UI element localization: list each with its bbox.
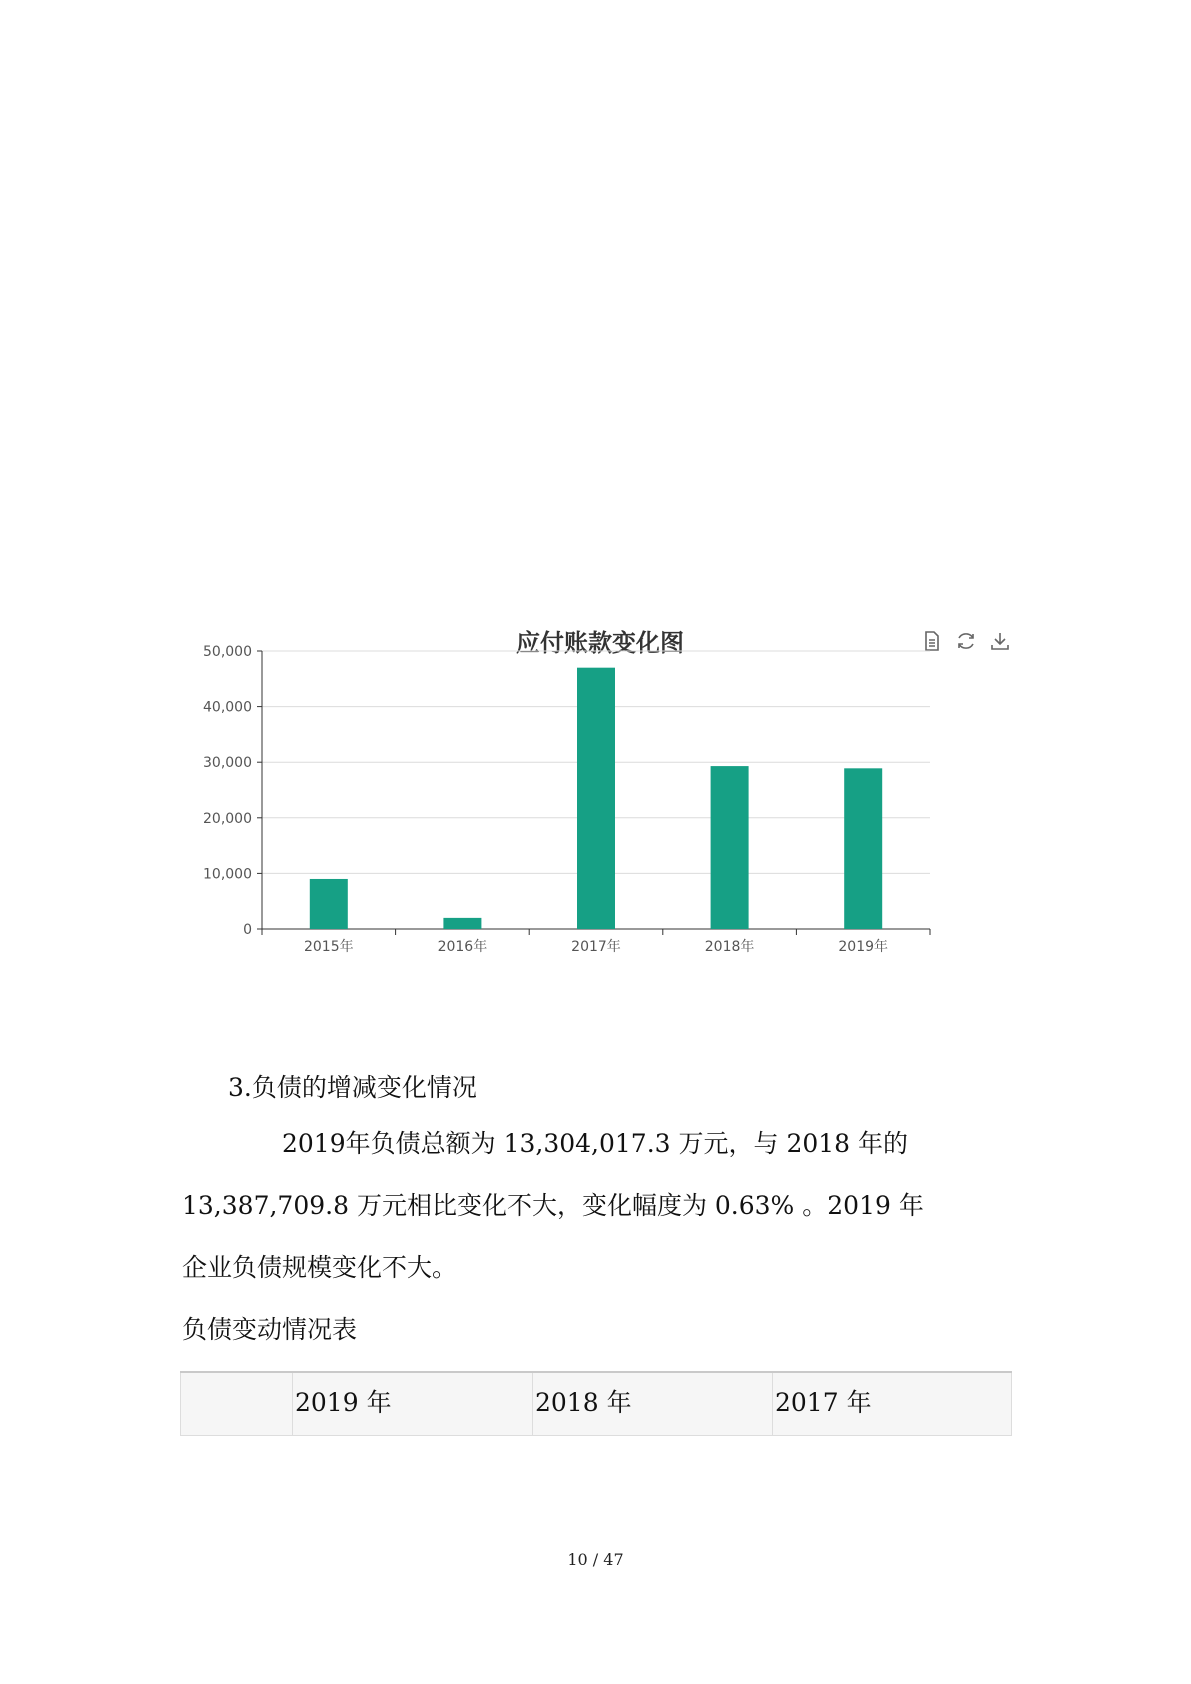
table-header-cell bbox=[180, 1373, 292, 1435]
bar bbox=[577, 668, 615, 929]
x-tick-label: 2016年 bbox=[437, 939, 488, 955]
chart-plot-area bbox=[180, 615, 1020, 1035]
liability-change-table bbox=[180, 1371, 1012, 1436]
bar bbox=[310, 879, 348, 929]
table-header-cell: 2018 年 bbox=[532, 1373, 772, 1435]
section-heading: 3.负债的增减变化情况 bbox=[228, 1073, 477, 1102]
bar bbox=[844, 768, 882, 929]
table-caption: 负债变动情况表 bbox=[182, 1315, 358, 1344]
table-header-cell: 2017 年 bbox=[772, 1373, 1012, 1435]
bar bbox=[711, 766, 749, 929]
x-tick-label: 2015年 bbox=[303, 939, 354, 955]
bar bbox=[443, 918, 481, 929]
paragraph-line-2: 13,387,709.8 万元相比变化不大，变化幅度为 0.63% 。2019 年 bbox=[182, 1191, 924, 1220]
paragraph-line-3: 企业负债规模变化不大。 bbox=[182, 1253, 458, 1282]
x-tick-label: 2017年 bbox=[571, 939, 621, 955]
y-tick-label: 0 bbox=[243, 922, 252, 938]
y-tick-label: 30,000 bbox=[203, 755, 252, 772]
x-tick-label: 2018年 bbox=[704, 939, 755, 955]
chart-title: 应付账款变化图 bbox=[516, 629, 684, 657]
paragraph-line-1: 2019年负债总额为 13,304,017.3 万元，与 2018 年的 bbox=[282, 1129, 909, 1158]
y-tick-label: 40,000 bbox=[203, 699, 252, 716]
y-tick-label: 10,000 bbox=[203, 866, 252, 883]
accounts-payable-chart bbox=[180, 615, 1020, 1035]
table-header-cell: 2019 年 bbox=[292, 1373, 532, 1435]
y-tick-label: 20,000 bbox=[203, 810, 252, 827]
x-tick-label: 2019年 bbox=[838, 939, 889, 955]
y-tick-label: 50,000 bbox=[203, 644, 252, 660]
page-number: 10 / 47 bbox=[567, 1550, 624, 1569]
